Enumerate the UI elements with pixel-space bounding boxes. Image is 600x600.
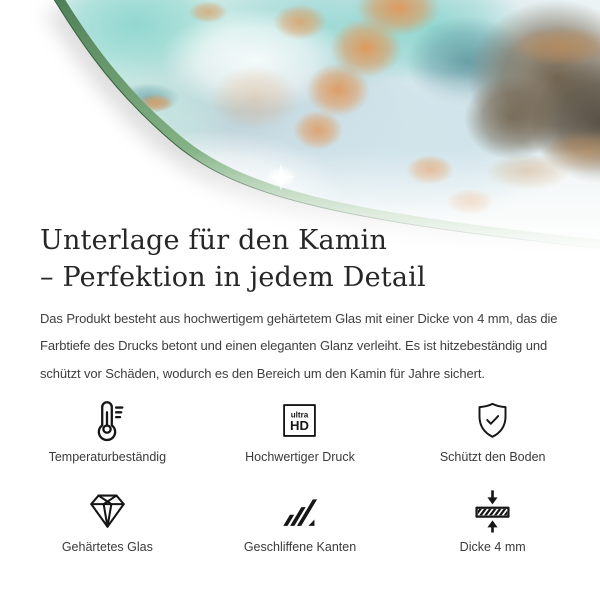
feature-dicke-4mm — [396, 484, 589, 564]
polished-edges-icon — [279, 484, 320, 536]
feature-label: Hochwertiger Druck — [245, 450, 355, 464]
shield-check-icon — [473, 394, 512, 446]
feature-label: Gehärtetes Glas — [61, 540, 153, 554]
description-line: Das Produkt besteht aus hochwertigem gehärtetem Glas mit einer Dicke von 4 mm, das die — [40, 311, 558, 326]
feature-geschliffene-kanten — [204, 484, 397, 564]
thickness-icon — [470, 484, 515, 536]
feature-label: Schützt den Boden — [439, 450, 546, 464]
ultra-hd-badge-top: ultra — [291, 409, 309, 419]
description-line: Farbtiefe des Drucks betont und einen eleganten Glanz verleiht. Es ist hitzebeständig und — [40, 338, 548, 354]
feature-label: Temperaturbeständig — [48, 450, 167, 464]
ultra-hd-badge-bottom: HD — [290, 417, 310, 433]
features-grid — [11, 394, 589, 564]
feature-hochwertiger-druck — [204, 394, 397, 474]
feature-label: Dicke 4 mm — [459, 540, 526, 554]
title-line-2: – Perfektion in jedem Detail — [40, 262, 426, 293]
ultra-hd-icon — [281, 394, 318, 446]
description-line: schützt vor Schäden, wodurch es den Bereich um den Kamin für Jahre sichert. — [40, 365, 485, 381]
feature-schuetzt-den-boden — [396, 394, 589, 474]
title-line-1: Unterlage für den Kamin — [40, 225, 388, 256]
product-description — [40, 305, 557, 387]
thermometer-icon — [84, 394, 130, 446]
diamond-icon — [87, 484, 128, 536]
feature-label: Geschliffene Kanten — [243, 540, 357, 554]
hero-image — [0, 0, 600, 250]
feature-temperaturbestaendig — [11, 394, 204, 474]
feature-gehaertetes-glas — [11, 484, 204, 564]
page-title — [40, 222, 426, 296]
